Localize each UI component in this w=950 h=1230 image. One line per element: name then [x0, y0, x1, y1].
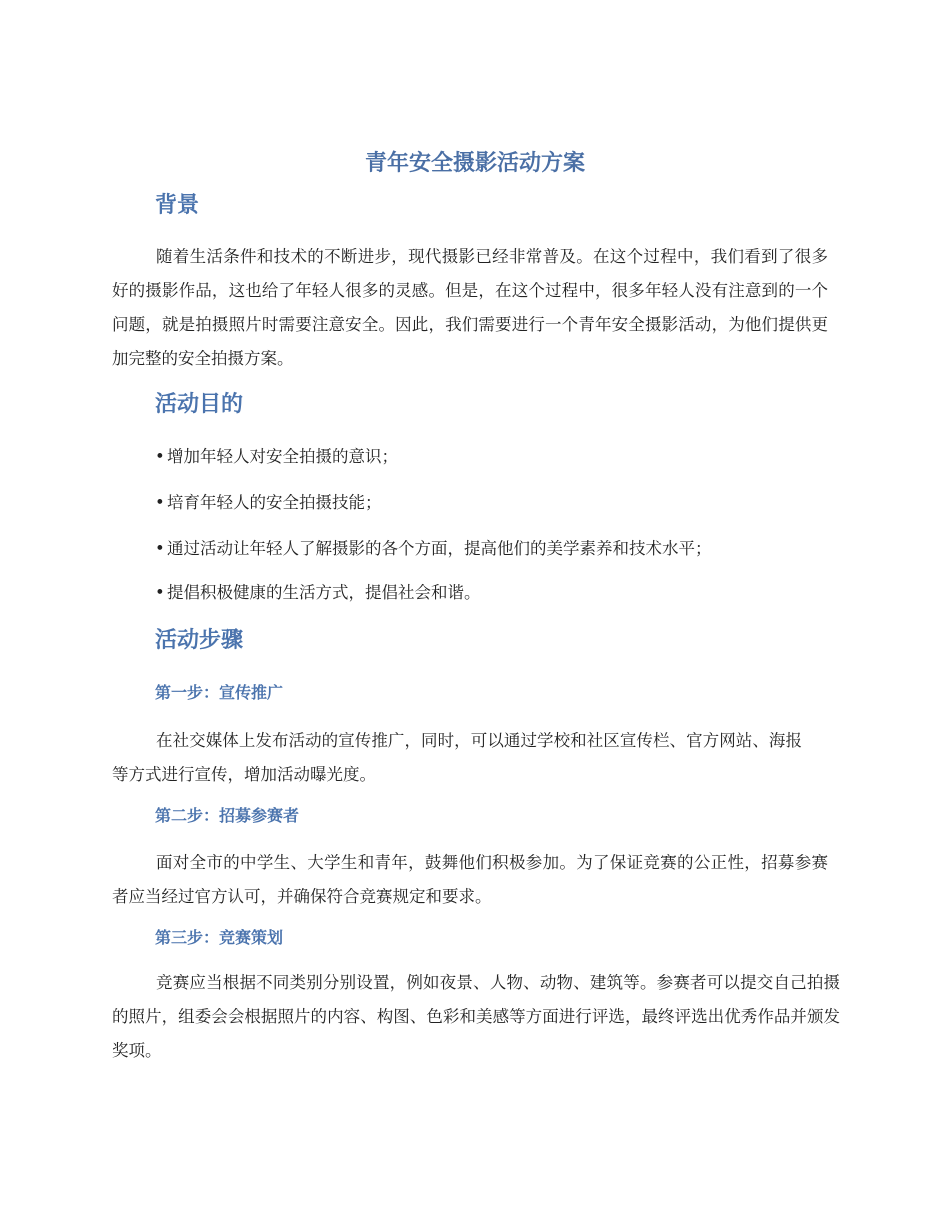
step-heading-2: 第二步：招募参赛者 [155, 806, 300, 825]
step-paragraph-1: 在社交媒体上发布活动的宣传推广，同时，可以通过学校和社区宣传栏、官方网站、海报等方式进行宣传，增加活动曝光度。 [112, 731, 802, 784]
bullet-marker: • [155, 447, 165, 466]
section-heading-purpose: 活动目的 [155, 392, 244, 417]
step-heading-1: 第一步：宣传推广 [155, 683, 284, 702]
bullet-marker: • [155, 583, 165, 602]
list-item-text: 通过活动让年轻人了解摄影的各个方面，提高他们的美学素养和技术水平； [167, 539, 712, 558]
step-paragraph-3: 竞赛应当根据不同类别分别设置，例如夜景、人物、动物、建筑等。参赛者可以提交自己拍摄的照片，组委会会根据照片的内容、构图、色彩和美感等方面进行评选，最终评选出优秀作品并颁发奖项。 [112, 973, 840, 1060]
bullet-marker: • [155, 539, 165, 558]
list-item-text: 增加年轻人对安全拍摄的意识； [167, 447, 398, 466]
section-heading-steps: 活动步骤 [155, 628, 244, 653]
list-item-text: 培育年轻人的安全拍摄技能； [167, 493, 382, 512]
section-heading-background: 背景 [155, 193, 200, 218]
list-item [155, 537, 712, 561]
list-item [155, 581, 481, 605]
list-item [155, 445, 398, 469]
step-heading-3: 第三步：竞赛策划 [155, 928, 284, 947]
list-item-text: 提倡积极健康的生活方式，提倡社会和谐。 [167, 583, 481, 602]
step-paragraph-2: 面对全市的中学生、大学生和青年，鼓舞他们积极参加。为了保证竞赛的公正性，招募参赛者应当经过官方认可，并确保符合竞赛规定和要求。 [112, 853, 828, 906]
bullet-marker: • [155, 493, 165, 512]
list-item [155, 491, 382, 515]
background-paragraph: 随着生活条件和技术的不断进步，现代摄影已经非常普及。在这个过程中，我们看到了很多好的摄影作品，这也给了年轻人很多的灵感。但是，在这个过程中，很多年轻人没有注意到的一个问题，就是拍摄照片时需要注意安全。因此，我们需要进行一个青年安全摄影活动，为他们提供更加完整的安全拍摄方案。 [112, 247, 828, 368]
document-title: 青年安全摄影活动方案 [364, 151, 585, 176]
